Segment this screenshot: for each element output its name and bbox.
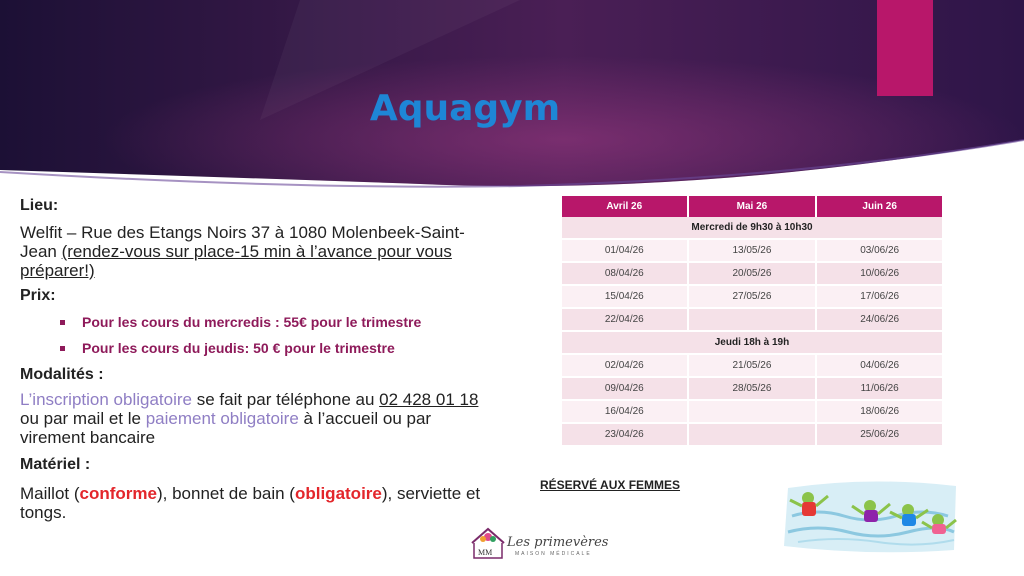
table-row: 08/04/26 20/05/26 10/06/26	[562, 262, 942, 285]
column-header: Juin 26	[816, 196, 942, 217]
day-row-wednesday	[562, 217, 942, 239]
modalites-heading: Modalités :	[20, 366, 104, 383]
logo-subtitle: MAISON MÉDICALE	[515, 551, 592, 557]
lieu-text	[20, 223, 490, 280]
prix-item: Pour les cours du jeudis: 50 € pour le trimestre	[60, 335, 490, 361]
table-row: 01/04/26 13/05/26 03/06/26	[562, 239, 942, 262]
lieu-note: (rendez-vous sur place-15 min à l’avance pour vous préparer!)	[20, 242, 452, 280]
day-row-thursday	[562, 331, 942, 354]
table-row: 02/04/26 21/05/26 04/06/26	[562, 354, 942, 377]
conforme-word: conforme	[79, 484, 157, 503]
prix-heading: Prix:	[20, 287, 56, 304]
lieu-address: Welfit – Rue des Etangs Noirs 37 à 1080 Molenbeek-Saint-Jean	[20, 223, 465, 261]
lieu-heading: Lieu:	[20, 197, 59, 214]
schedule-table	[562, 196, 942, 447]
obligatoire-word: obligatoire	[294, 484, 382, 503]
column-header: Mai 26	[688, 196, 817, 217]
reserved-notice: RÉSERVÉ AUX FEMMES	[540, 478, 681, 492]
logo-mark: MM	[478, 548, 493, 557]
modalites-text: L’inscription obligatoire se fait par téléphone au 02 428 01 18 ou par mail et le paiement obligatoire à l’accueil ou par virement bancaire	[20, 390, 479, 447]
materiel-text: Maillot (conforme), bonnet de bain (obligatoire), serviette et tongs.	[20, 484, 481, 522]
column-header: Avril 26	[562, 196, 688, 217]
info-column	[20, 196, 490, 522]
logo-name: Les primevères	[507, 535, 609, 550]
table-header-row	[562, 196, 942, 217]
table-row: 09/04/26 28/05/26 11/06/26	[562, 377, 942, 400]
paiement-text: paiement obligatoire	[145, 409, 299, 428]
prix-item: Pour les cours du mercredis : 55€ pour le trimestre	[60, 309, 490, 335]
table-row: 22/04/26 24/06/26	[562, 308, 942, 331]
day-label: Jeudi 18h à 19h	[562, 331, 942, 354]
swimmers-illustration-icon	[778, 476, 962, 556]
accent-tab	[877, 0, 933, 96]
table-row: 16/04/26 18/06/26	[562, 400, 942, 423]
day-label: Mercredi de 9h30 à 10h30	[562, 217, 942, 239]
table-row: 23/04/26 25/06/26	[562, 423, 942, 446]
phone-number[interactable]: 02 428 01 18	[379, 390, 479, 409]
inscription-text: L’inscription obligatoire	[20, 390, 192, 409]
materiel-heading: Matériel :	[20, 456, 91, 473]
page-title: Aquagym	[369, 88, 561, 129]
table-row: 15/04/26 27/05/26 17/06/26	[562, 285, 942, 308]
prix-list	[20, 309, 490, 361]
